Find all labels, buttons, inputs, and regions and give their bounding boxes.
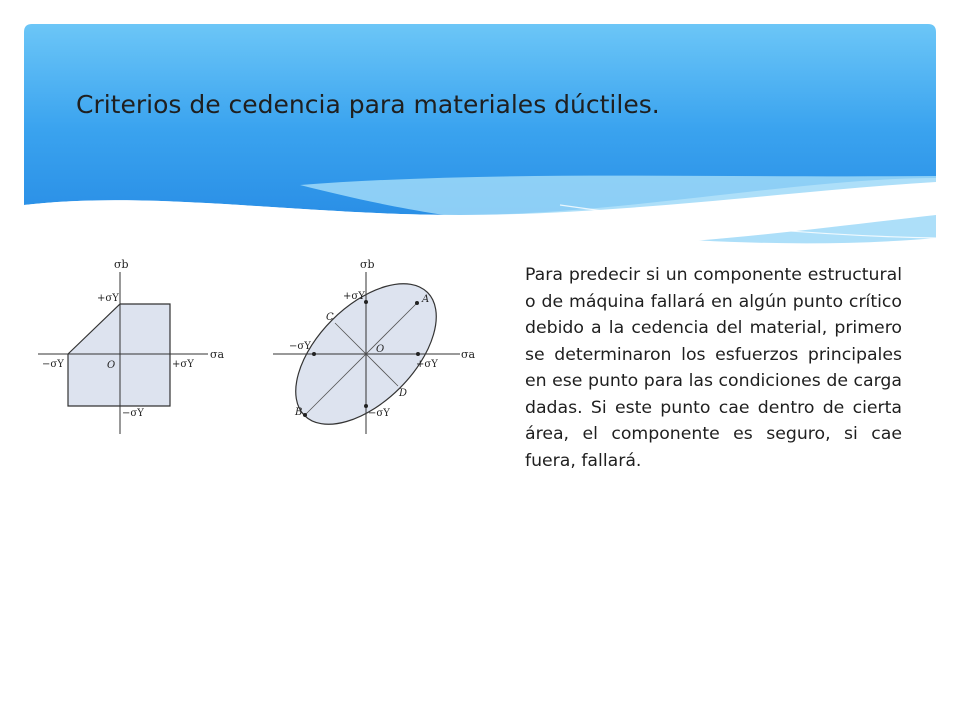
body-paragraph: Para predecir si un componente estructural o de máquina fallará en algún punto crítico debido a la cedencia del material, primero se determinaron los esfuerzos principales en ese punto para las condiciones de carga dadas. Si este punto cae dentro de cierta área, el componente es seguro, si cae fuera, fallará.: [525, 265, 902, 471]
point-right: [416, 352, 420, 356]
label-neg-sigma-y-left: −σY: [289, 341, 311, 352]
label-pos-sigma-y-right: +σY: [416, 359, 438, 370]
point-b: [303, 413, 307, 417]
axis-label-sigma-b: σb: [114, 258, 129, 271]
point-left: [312, 352, 316, 356]
axis-label-sigma-b: σb: [360, 258, 375, 271]
point-a: [415, 301, 419, 305]
slide-title: Criterios de cedencia para materiales dúctiles.: [76, 90, 660, 119]
label-neg-sigma-y-bottom: −σY: [368, 408, 390, 419]
point-label-c: C: [326, 312, 334, 323]
label-neg-sigma-y-bottom: −σY: [122, 408, 144, 419]
label-pos-sigma-y-top: +σY: [97, 293, 119, 304]
axis-label-sigma-a: σa: [210, 348, 225, 361]
origin-label: O: [107, 360, 116, 371]
label-pos-sigma-y-top: +σY: [343, 291, 365, 302]
axis-label-sigma-a: σa: [461, 348, 476, 361]
point-label-d: D: [399, 388, 408, 399]
point-label-b: B: [295, 407, 303, 418]
safe-region: [68, 304, 170, 406]
origin-label: O: [376, 344, 385, 355]
yield-square-diagram: [30, 250, 240, 450]
label-pos-sigma-y-right: +σY: [172, 359, 194, 370]
header-band: [0, 0, 960, 260]
yield-ellipse-diagram: [265, 250, 480, 450]
label-neg-sigma-y-left: −σY: [42, 359, 64, 370]
point-label-a: A: [422, 294, 430, 305]
